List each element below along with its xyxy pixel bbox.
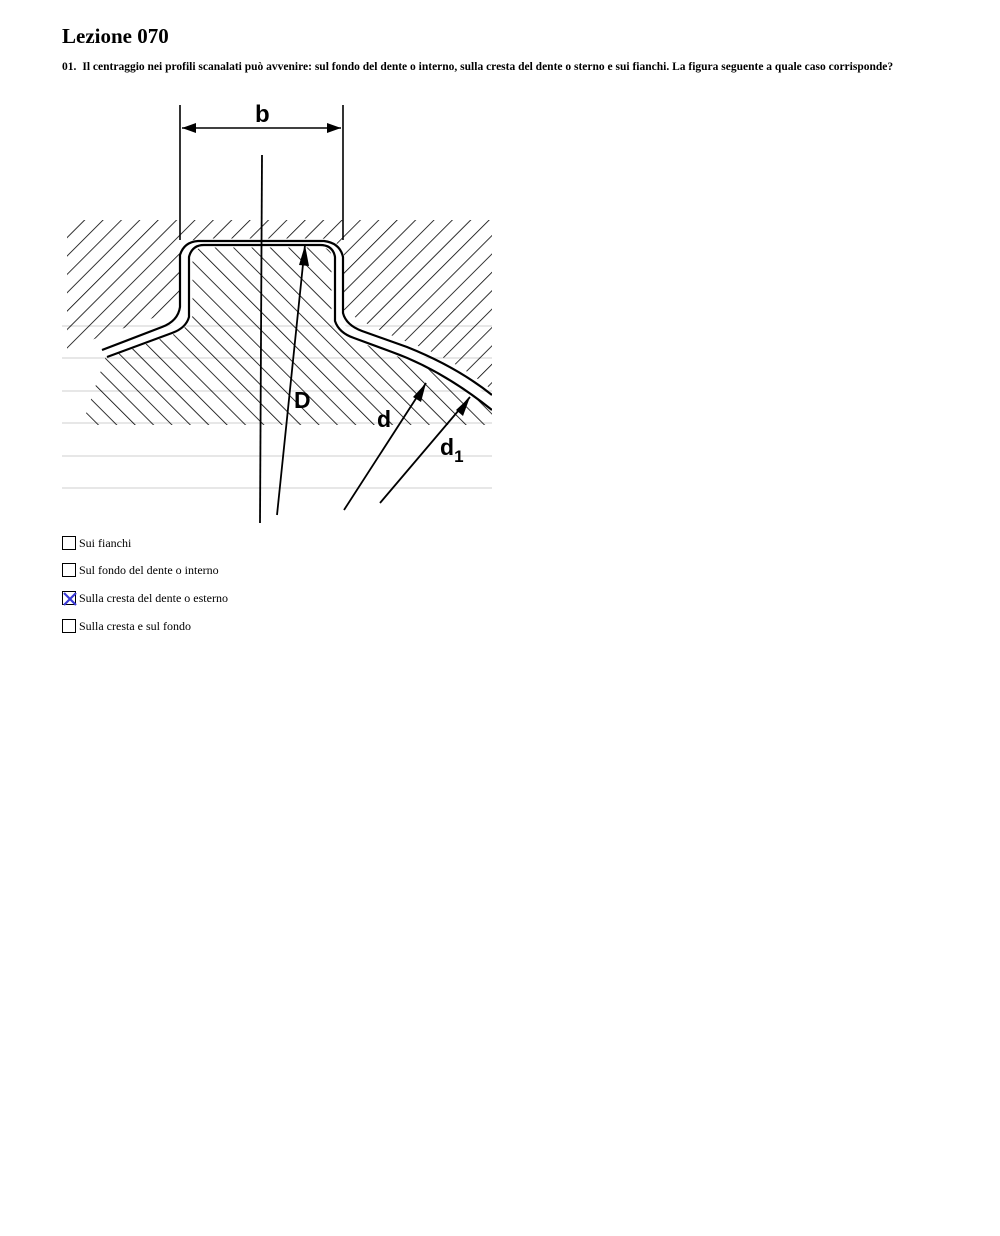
- spline-profile-drawing: [62, 95, 492, 525]
- page-title: Lezione 070: [62, 24, 169, 48]
- answer-label-4: Sulla cresta e sul fondo: [79, 619, 191, 633]
- label-D: D: [294, 387, 311, 413]
- answer-checkbox-1[interactable]: [62, 536, 76, 550]
- label-d: d: [377, 406, 392, 432]
- dimension-b-arrow-right: [327, 123, 341, 133]
- label-d1-subscript: 1: [454, 447, 464, 466]
- answer-label-2: Sul fondo del dente o interno: [79, 563, 219, 577]
- answer-label-3: Sulla cresta del dente o esterno: [79, 591, 228, 605]
- answer-checkbox-2[interactable]: [62, 563, 76, 577]
- dimension-b-arrow-left: [182, 123, 196, 133]
- answer-option-3[interactable]: [62, 590, 228, 606]
- answer-option-2[interactable]: [62, 562, 219, 578]
- label-d1-main: d: [440, 434, 455, 460]
- spline-profile-figure: [62, 95, 492, 525]
- question-text: Il centraggio nei profili scanalati può avvenire: sul fondo del dente o interno, sulla cresta del dente o sterno e sui fianchi. La figura seguente a quale caso corrisponde?: [82, 61, 894, 73]
- answer-checkbox-4[interactable]: [62, 619, 76, 633]
- question-text-block: [62, 61, 932, 73]
- question-number: 01.: [62, 61, 77, 73]
- answer-option-4[interactable]: [62, 618, 191, 634]
- answer-option-1[interactable]: [62, 535, 131, 551]
- answer-label-1: Sui fianchi: [79, 536, 132, 550]
- check-mark-icon: [62, 591, 78, 607]
- label-b: b: [255, 101, 270, 128]
- answer-checkbox-3[interactable]: [62, 591, 76, 605]
